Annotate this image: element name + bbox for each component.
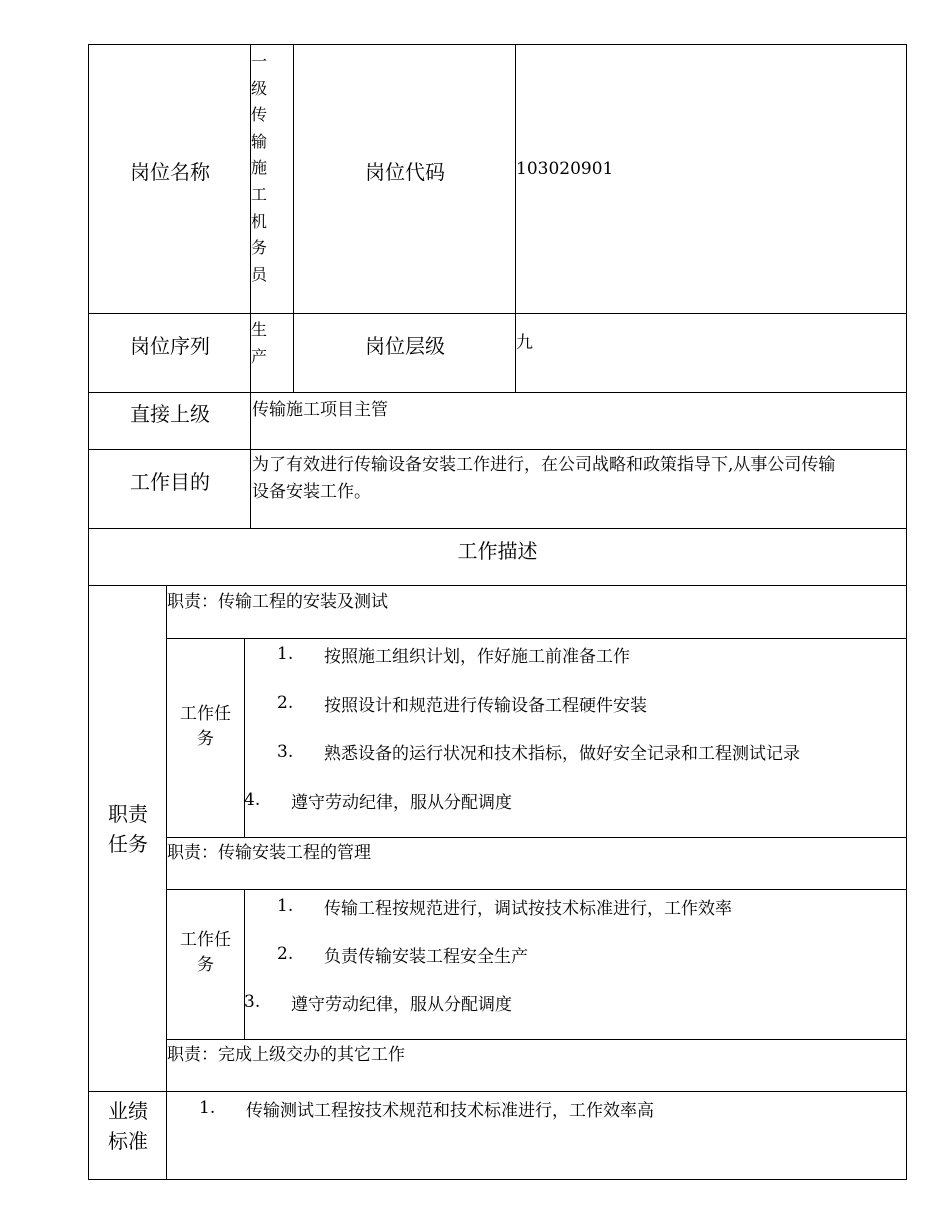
duty2-task-label: 工作任 务 xyxy=(180,930,231,975)
rule xyxy=(166,638,907,639)
rule xyxy=(166,585,167,1180)
border-right xyxy=(906,44,907,1180)
direct-superior-value: 传输施工项目主管 xyxy=(252,400,388,420)
job-description-form: 岗位名称 一 级 传 输 施 工 机 务 员 岗位代码 103020901 岗位序列 生 产 岗位层级 九 直接上级 传输施工项目主管 工作目的 为了有效进行传输设备安装工作进行，在公司战略和政策指导下,从事公司传输 设备安装工作。 工作描述 职责 任务 职责：传输工程的安装及测试 工作任 务 1. 按照施工组织计划，作好施工前准备工作 2. 按照设计和规范进行传输设备工程硬件安装 3. 熟悉设备的运行状况和技术指标，做好安全记录和工程测试记录 4. 遵守劳动纪律，服从分配调度 职责：传输安装工程的管理 工作任 务 1. 传输工程按规范进行，调试按技术标准进行，工作效率 2. 负责传输安装工程安全生产 3. 遵守劳动纪律，服从分配调度 职责：完成上级交办的其它工作 业绩 标准 1. 传输测试工程按技术规范和技术标准进行，工作效率高 xyxy=(0,0,950,1230)
border-top xyxy=(88,44,907,45)
rule xyxy=(88,313,907,314)
rule xyxy=(166,837,907,838)
rule xyxy=(88,449,907,450)
post-level-label: 岗位层级 xyxy=(365,334,445,358)
direct-superior-label: 直接上级 xyxy=(130,402,210,426)
work-purpose-line2: 设备安装工作。 xyxy=(252,482,371,502)
work-purpose-line1: 为了有效进行传输设备安装工作进行，在公司战略和政策指导下,从事公司传输 xyxy=(252,455,836,475)
rule xyxy=(244,889,245,1040)
work-purpose-label: 工作目的 xyxy=(130,470,210,494)
duty3-title: 职责：完成上级交办的其它工作 xyxy=(167,1045,405,1065)
post-code-label: 岗位代码 xyxy=(365,160,445,184)
work-description-title: 工作描述 xyxy=(457,539,538,563)
duty1-task-label: 工作任 务 xyxy=(180,704,231,749)
post-name-label: 岗位名称 xyxy=(130,160,210,184)
rule xyxy=(88,528,907,529)
rule xyxy=(88,392,907,393)
rule xyxy=(88,585,907,586)
rule xyxy=(293,44,294,393)
post-code-value: 103020901 xyxy=(516,159,614,179)
post-level-value: 九 xyxy=(516,333,533,353)
duties-label: 职责 任务 xyxy=(108,802,148,856)
rule xyxy=(166,889,907,890)
border-bottom xyxy=(88,1179,907,1180)
rule xyxy=(88,1091,907,1092)
post-series-label: 岗位序列 xyxy=(130,334,210,358)
duty2-title: 职责：传输安装工程的管理 xyxy=(167,843,371,863)
performance-label: 业绩 标准 xyxy=(108,1099,148,1153)
border-left xyxy=(88,44,89,1180)
duty1-title: 职责：传输工程的安装及测试 xyxy=(167,592,388,612)
rule xyxy=(166,1039,907,1040)
post-series-value: 生 产 xyxy=(251,320,268,366)
post-name-value: 一 级 传 输 施 工 机 务 员 xyxy=(251,52,268,284)
